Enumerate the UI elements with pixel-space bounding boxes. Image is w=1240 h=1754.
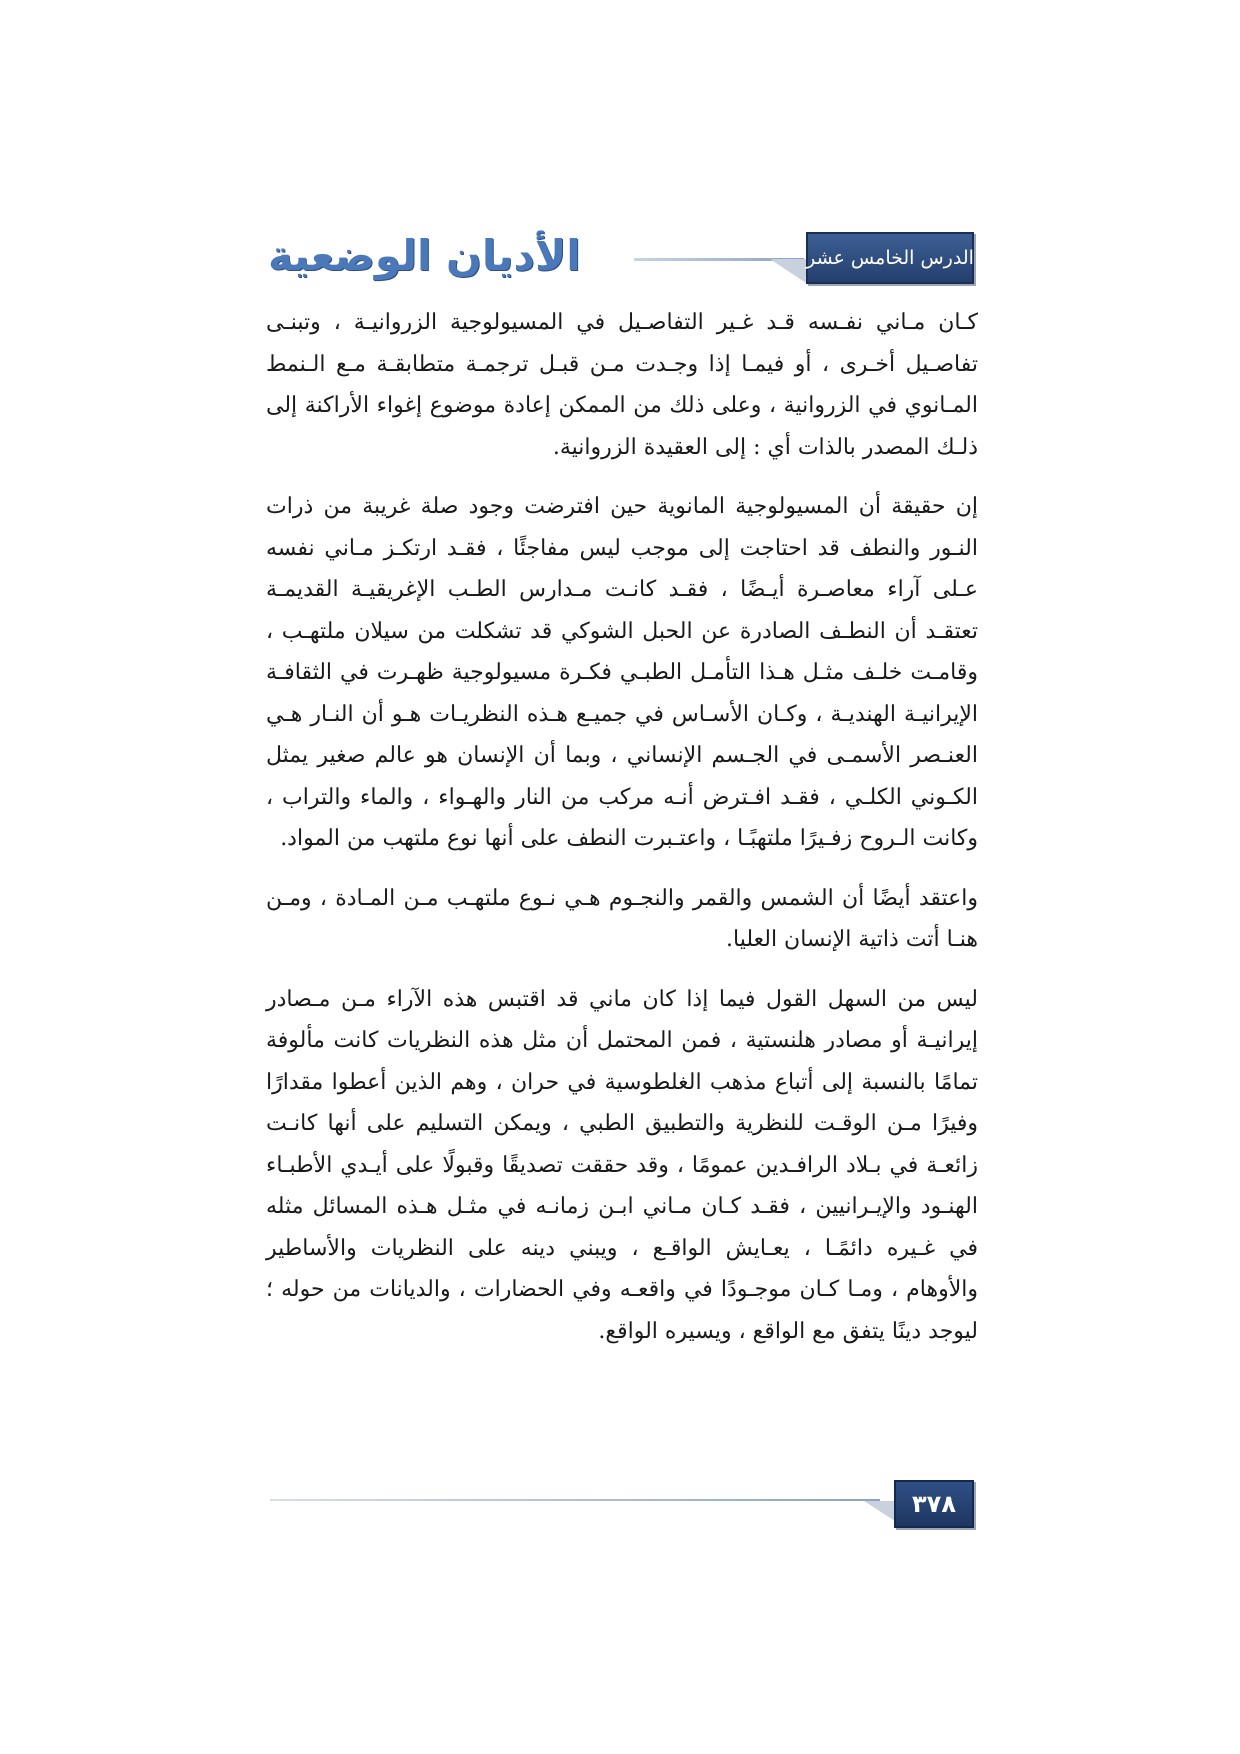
footer-wedge-ornament: [864, 1501, 898, 1523]
lesson-badge: [806, 232, 974, 284]
paragraph-2: إن حقيقة أن المسيولوجية المانوية حين افترضت وجود صلة غريبة من ذرات النـور والنطف قد احتاجت إلى موجب ليس مفاجئًا ، فقـد ارتكـز مـاني نفسه عـلى آراء معاصـرة أيـضًا ، فقـد كانـت مـدارس الطـب الإغريقيـة القديمـة تعتقـد أن النطـف الصادرة عن الحبل الشوكي قد تشكلت من سيلان ملتهـب ، وقامـت خلـف مثـل هـذا التأمـل الطبـي فكـرة مسيولوجية ظهـرت في الثقافـة الإيرانيـة الهنديـة ، وكـان الأسـاس في جميـع هـذه النظريـات هـو أن النـار هـي العنـصر الأسمـى في الجـسم الإنساني ، وبما أن الإنسان هو عالم صغير يمثل الكـوني الكلـي ، فقـد افـترض أنـه مركب من النار والهـواء ، والماء والتراب ، وكانت الـروح زفـيرًا ملتهبًـا ، واعتـبرت النطف على أنها نوع ملتهب من المواد.: [266, 494, 978, 851]
paragraph-4: ليس من السهل القول فيما إذا كان ماني قد اقتبس هذه الآراء مـن مـصادر إيرانيـة أو مصادر هلنستية ، فمن المحتمل أن مثل هذه النظريات كانت مألوفة تمامًا بالنسبة إلى أتباع مذهب الغلطوسية في حران ، وهم الذين أعطوا مقدارًا وفيرًا مـن الوقـت للنظرية والتطبيق الطبي ، ويمكن التسليم على أنها كانـت زائعـة في بـلاد الرافـدين عمومًا ، وقد حققت تصديقًا وقبولًا على أيـدي الأطبـاء الهنـود والإيـرانيين ، فقـد كـان مـاني ابـن زمانـه في مثـل هـذه المسائل مثله في غـيره دائمًـا ، يعـايش الواقـع ، ويبني دينه على النظريات والأساطير والأوهام ، ومـا كـان موجـودًا في واقعـه وفي الحضارات ، والديانات من حوله ؛ ليوجد دينًا يتفق مع الواقع ، ويسيره الواقع.: [266, 986, 978, 1344]
book-title: الأديان الوضعية: [268, 231, 581, 280]
lesson-label: الدرس الخامس عشر: [806, 247, 974, 269]
page-number: ٣٧٨: [912, 1490, 956, 1518]
page-number-badge: [894, 1480, 974, 1528]
page-header: [268, 232, 974, 288]
paragraph-3: واعتقد أيضًا أن الشمس والقمر والنجـوم هـي نـوع ملتهـب مـن المـادة ، ومـن هنـا أتت ذاتية الإنسان العليا.: [266, 885, 978, 952]
header-wedge-ornament: [770, 259, 806, 283]
footer-divider: [270, 1499, 880, 1501]
body-text: [266, 302, 978, 1370]
page-footer: [270, 1480, 974, 1530]
paragraph-1: كـان مـاني نفـسه قـد غـير التفاصـيل في المسيولوجية الزروانيـة ، وتبنـى تفاصـيل أخـرى ، أو فيمـا إذا وجـدت مـن قبـل ترجمـة متطابقـة مـع الـنمط المـانوي في الزروانية ، وعلى ذلك من الممكن إعادة موضوع إغواء الأراكنة إلى ذلـك المصدر بالذات أي : إلى العقيدة الزروانية.: [266, 310, 978, 460]
